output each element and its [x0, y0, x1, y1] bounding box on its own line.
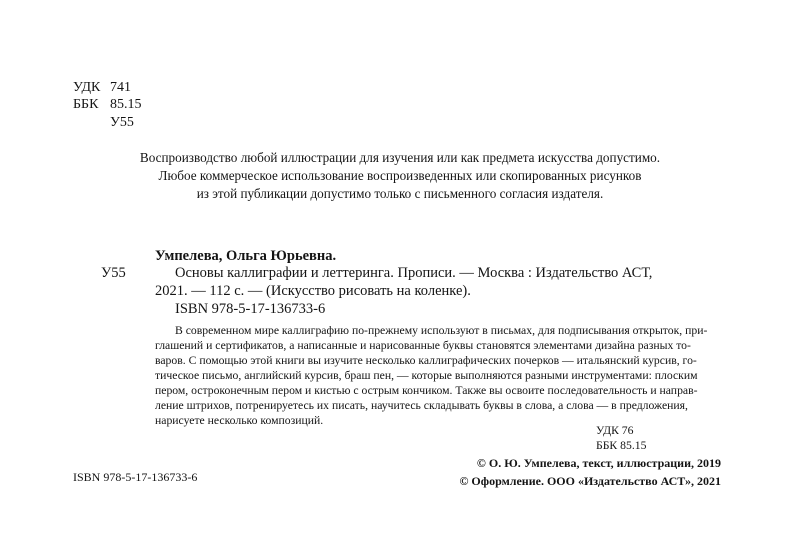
- catalog-bib-line-1: Основы каллиграфии и леттеринга. Прописи. — Москва : Издательство АСТ,: [175, 265, 653, 281]
- catalog-mark: У55: [101, 265, 126, 281]
- footer-isbn: ISBN 978-5-17-136733-6: [73, 470, 198, 484]
- udk-label: УДК: [73, 80, 101, 95]
- abstract-line: нарисуете несколько композиций.: [155, 414, 324, 427]
- udk-code: [73, 80, 131, 96]
- abstract-line: В современном мире каллиграфию по-прежнему используют в письмах, для подписывания открыток, при-: [175, 324, 708, 337]
- catalog-author: Умпелева, Ольга Юрьевна.: [155, 248, 337, 264]
- author-mark: У55: [110, 115, 134, 130]
- catalog-bib-line-2: 2021. — 112 с. — (Искусство рисовать на коленке).: [155, 283, 471, 299]
- copyright-text: © О. Ю. Умпелева, текст, иллюстрации, 2019: [476, 456, 721, 470]
- catalog-bbk: ББК 85.15: [596, 439, 647, 452]
- bbk-code: [73, 97, 142, 113]
- bbk-value: 85.15: [110, 97, 142, 112]
- catalog-udk: УДК 76: [596, 424, 634, 437]
- notice-line-1: Воспроизводство любой иллюстрации для изучения или как предмета искусства допустимо.: [139, 150, 661, 165]
- abstract-line: глашений и сертификатов, а написанные и нарисованные буквы становятся элементами дизайна разных то-: [155, 339, 691, 352]
- abstract-line: варов. С помощью этой книги вы изучите несколько каллиграфических почерков — итальянский курсив, го-: [155, 354, 697, 367]
- notice-line-2: Любое коммерческое использование воспроизведенных или скопированных рисунков: [158, 168, 642, 183]
- udk-value: 741: [110, 80, 131, 95]
- abstract-line: пером, остроконечным пером и кистью с острым кончиком. Также вы освоите последовательность и направ-: [155, 384, 698, 397]
- abstract-line: ление штрихов, потренируетесь их писать, научитесь складывать буквы в слова, а слова — в предложения,: [155, 399, 688, 412]
- notice-line-3: из этой публикации допустимо только с письменного согласия издателя.: [196, 186, 604, 201]
- abstract-line: тическое письмо, английский курсив, браш пен, — которые выполняются разными инструментами: плоским: [155, 369, 698, 382]
- copyright-design: © Оформление. ООО «Издательство АСТ», 2021: [459, 474, 721, 488]
- catalog-isbn: ISBN 978-5-17-136733-6: [175, 301, 326, 317]
- bbk-label: ББК: [73, 97, 99, 112]
